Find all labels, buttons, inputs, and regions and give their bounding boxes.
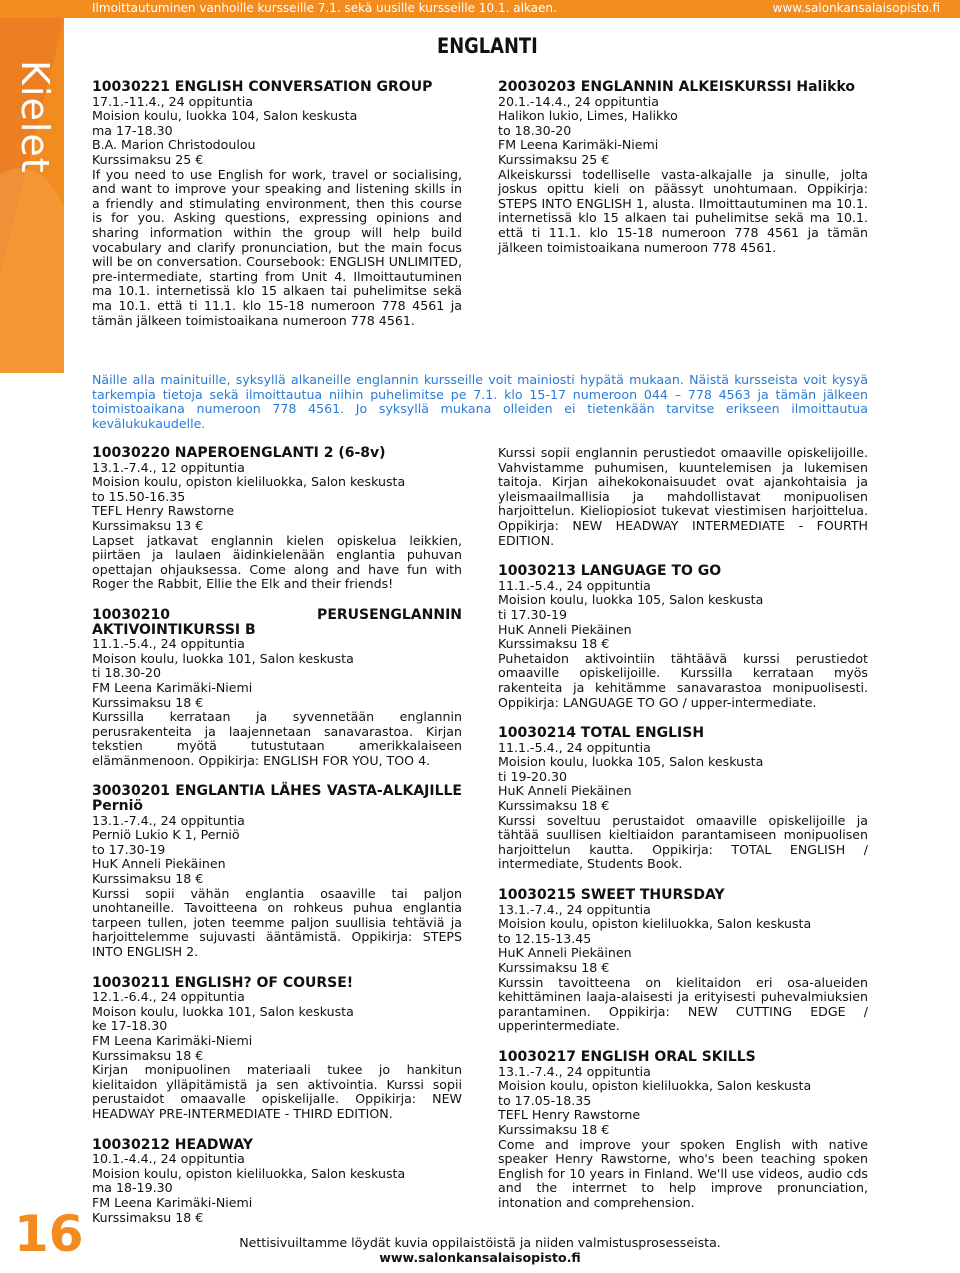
course-fee: Kurssimaksu 25 €	[92, 151, 204, 167]
course-location: Moision koulu, opiston kieliluokka, Salon keskusta	[92, 1165, 406, 1181]
course-entry	[498, 1050, 868, 1211]
course-fee: Kurssimaksu 18 €	[92, 1209, 204, 1225]
course-time: ti 17.30-19	[498, 606, 568, 622]
course-teacher: TEFL Henry Rawstorne	[92, 503, 235, 519]
course-teacher: FM Leena Karimäki-Niemi	[92, 1032, 253, 1048]
course-title: 10030217 ENGLISH ORAL SKILLS	[498, 1048, 756, 1065]
course-description: Puhetaidon aktivointiin tähtäävä kurssi perustiedot omaaville opiskelijoille. Kurssilla kerrataan myös rakenteita ja kehitämme sanavarastoa monipuolisesti. Oppikirja: LANGUAGE TO GO / upper-intermediate.	[498, 650, 868, 710]
course-location: Moison koulu, luokka 101, Salon keskusta	[92, 650, 354, 666]
course-dates: 20.1.-14.4., 24 oppituntia	[498, 93, 659, 109]
course-location: Moision koulu, luokka 105, Salon keskusta	[498, 592, 764, 608]
course-title: 10030212 HEADWAY	[92, 1136, 253, 1153]
course-title: 10030221 ENGLISH CONVERSATION GROUP	[92, 79, 433, 95]
course-fee: Kurssimaksu 18 €	[498, 1121, 610, 1137]
page-number: 16	[14, 1205, 84, 1263]
course-time: to 17.30-19	[92, 841, 166, 857]
header-bar	[0, 0, 960, 18]
course-dates: 11.1.-5.4., 24 oppituntia	[498, 739, 651, 755]
course-description: Lapset jatkavat englannin kielen opiskelua leikkien, piirtäen ja laulaen äidinkielenään englantia puhuvan opettajan ohjauksessa. Come along and have fun with Roger the Rabbit, Ellie the Elk and their friends!	[92, 532, 462, 592]
course-title: 20030203 ENGLANNIN ALKEISKURSSI Halikko	[498, 79, 856, 95]
course-teacher: FM Leena Karimäki-Niemi	[92, 679, 253, 695]
course-entry	[498, 888, 868, 1034]
course-entry	[92, 976, 462, 1122]
course-teacher: HuK Anneli Piekäinen	[498, 621, 632, 637]
course-title: 10030213 LANGUAGE TO GO	[498, 563, 722, 580]
course-location: Moision koulu, luokka 105, Salon keskusta	[498, 754, 764, 770]
course-location: Moision koulu, opiston kieliluokka, Salon keskusta	[498, 1078, 812, 1094]
course-description: Kurssilla kerrataan ja syvennetään englannin perusrakenteita ja laajennetaan sanavarastoa. Kirjan tekstien myötä tutustutaan amerikkalaiseen elämänmenoon. Oppikirja: ENGLISH FOR YOU, TOO 4.	[92, 709, 462, 768]
course-time: ti 19-20.30	[498, 768, 568, 784]
course-dates: 13.1.-7.4., 24 oppituntia	[498, 1063, 651, 1079]
course-time: to 18.30-20	[498, 122, 572, 138]
header-registration-text: Ilmoittautuminen vanhoille kursseille 7.1. sekä uusille kursseille 10.1. alkaen.	[92, 1, 557, 15]
course-fee: Kurssimaksu 18 €	[92, 1047, 204, 1063]
course-description: Alkeiskurssi todelliselle vasta-alkajalle ja sinulle, jolta joskus opittu kieli on päässyt unohtumaan. Oppikirja: STEPS INTO ENGLISH 1, alusta. Ilmoittautuminen ma 10.1. internetissä klo 15 alkaen tai puhelimitse sekä ma 10.1. että ti 11.1. klo 15-18 numeroon 778 4561 ja tämän jälkeen toimistoaikana numeroon 778 4561.	[498, 166, 868, 255]
course-teacher: HuK Anneli Piekäinen	[498, 945, 632, 961]
course-time: to 15.50-16.35	[92, 488, 186, 504]
course-dates: 10.1.-4.4., 24 oppituntia	[92, 1151, 245, 1167]
course-dates: 13.1.-7.4., 24 oppituntia	[498, 901, 651, 917]
course-entry	[92, 446, 462, 592]
course-title: 10030210 PERUSENGLANNIN AKTIVOINTIKURSSI B	[92, 606, 462, 638]
course-fee: Kurssimaksu 18 €	[498, 636, 610, 652]
course-fee: Kurssimaksu 18 €	[92, 694, 204, 710]
side-tab-curve	[0, 168, 64, 373]
course-time: to 12.15-13.45	[498, 930, 592, 946]
course-entry	[92, 608, 462, 769]
course-continuation	[498, 446, 868, 548]
course-title: 10030220 NAPEROENGLANTI 2 (6-8v)	[92, 445, 386, 461]
side-tab-label: Kielet	[13, 60, 57, 174]
course-fee: Kurssimaksu 13 €	[92, 517, 204, 533]
course-description: Kurssin tavoitteena on kielitaidon eri osa-alueiden kehittäminen laaja-alaisesti ja erityisesti puhevalmiuksien parantaminen. Oppikirja: NEW CUTTING EDGE / upperintermediate.	[498, 974, 868, 1034]
course-description: Kirjan monipuolinen materiaali tukee jo hankitun kielitaidon ylläpitämistä ja sen aktivointia. Kurssi sopii perustaidot omaavalle opiskelijalle. Oppikirja: NEW HEADWAY PRE-INTERMEDIATE - THIRD EDITION.	[92, 1062, 462, 1121]
course-description: Kurssi sopii englannin perustiedot omaaville opiskelijoille. Vahvistamme puhumisen, kuuntelemisen ja lukemisen taitoja. Kirjan aihekokonaisuudet ovat ajankohtaisia ja yleismaailmallisia ja mahdollistavat monipuolisen harjoittelun. Kieliopiosiot tukevat viestimisen harjoittelua. Oppikirja: NEW HEADWAY INTERMEDIATE - FOURTH EDITION.	[498, 445, 868, 548]
course-fee: Kurssimaksu 25 €	[498, 151, 610, 167]
section-title: ENGLANTI	[437, 34, 538, 58]
course-location: Halikon lukio, Limes, Halikko	[498, 108, 678, 124]
autumn-courses-notice: Näille alla mainituille, syksyllä alkaneille englannin kursseille voit mainiosti hypätä mukaan. Näistä kursseista voit kysyä tarkempia tietoja sekä ilmoittautua niihin puhelimitse pe 7.1. klo 15-17 numeroon 044 – 778 4563 ja tämän jälkeen toimistoaikana numeroon 778 4561. Jo syksyllä mukana olleiden ei tietenkään tarvitse erikseen ilmoittautua kevälukukaudelle.	[92, 372, 868, 431]
course-dates: 17.1.-11.4., 24 oppituntia	[92, 93, 253, 109]
course-location: Moision koulu, opiston kieliluokka, Salon keskusta	[498, 916, 812, 932]
course-fee: Kurssimaksu 18 €	[92, 871, 204, 887]
course-description: If you need to use English for work, travel or socialising, and want to improve your speaking and listening skills in a friendly and stimulating environment, then this course is for you. Asking questions, expressing opinions and sharing information within the group will help build vocabulary and clarify pronunciation, but the main focus will be on conversation. Coursebook: ENGLISH UNLIMITED, pre-intermediate, starting from Unit 4. Ilmoittautuminen ma 10.1. internetissä klo 15 alkaen tai puhelimitse sekä ma 10.1. että ti 11.1. klo 15-18 numeroon 778 4561 ja tämän jälkeen toimistoaikana numeroon 778 4561.	[92, 166, 462, 328]
course-time: ti 18.30-20	[92, 665, 162, 681]
course-time: ma 17-18.30	[92, 122, 173, 138]
course-fee: Kurssimaksu 18 €	[498, 960, 610, 975]
course-teacher: FM Leena Karimäki-Niemi	[92, 1194, 253, 1210]
side-tab	[0, 18, 64, 373]
left-column	[92, 446, 462, 1241]
course-dates: 11.1.-5.4., 24 oppituntia	[498, 577, 651, 593]
course-location: Moision koulu, opiston kieliluokka, Salon keskusta	[92, 474, 406, 490]
course-dates: 12.1.-6.4., 24 oppituntia	[92, 989, 245, 1005]
header-website-link[interactable]: www.salonkansalaisopisto.fi	[772, 1, 940, 15]
course-teacher: TEFL Henry Rawstorne	[498, 1107, 641, 1123]
course-description: Kurssi sopii vähän englantia osaaville tai paljon unohtaneille. Tavoitteena on rohkeus puhua englantia tarpeen tullen, joten teemme paljon suullisia tehtäviä ja harjoittelemme sujuvasti ääntämistä. Oppikirja: STEPS INTO ENGLISH 2.	[92, 885, 462, 959]
footer-website-link[interactable]: www.salonkansalaisopisto.fi	[379, 1250, 581, 1265]
top-left-course	[92, 80, 462, 328]
course-location: Moison koulu, luokka 101, Salon keskusta	[92, 1003, 354, 1019]
course-title: 30030201 ENGLANTIA LÄHES VASTA-ALKAJILLE Perniö	[92, 783, 462, 815]
course-dates: 13.1.-7.4., 12 oppituntia	[92, 459, 245, 475]
course-entry	[92, 1138, 462, 1226]
course-teacher: HuK Anneli Piekäinen	[92, 856, 226, 872]
course-teacher: HuK Anneli Piekäinen	[498, 783, 632, 799]
course-time: ke 17-18.30	[92, 1018, 168, 1034]
course-title: 10030214 TOTAL ENGLISH	[498, 725, 705, 742]
course-entry	[498, 726, 868, 872]
top-right-course	[498, 80, 868, 255]
course-location: Moision koulu, luokka 104, Salon keskusta	[92, 108, 358, 124]
course-title: 10030215 SWEET THURSDAY	[498, 887, 725, 904]
course-entry	[92, 784, 462, 959]
footer	[0, 1235, 960, 1265]
course-title: 10030211 ENGLISH? OF COURSE!	[92, 974, 354, 991]
course-description: Come and improve your spoken English with native speaker Henry Rawstorne, who's been teaching spoken English for 10 years in Finland. We'll use videos, audio cds and the interrnet to help improve pronunciation, intonation and comprehension.	[498, 1136, 868, 1210]
footer-text: Nettisivuiltamme löydät kuvia oppilaistöistä ja niiden valmistusprosesseista.	[239, 1235, 721, 1250]
right-column	[498, 446, 868, 1227]
course-time: ma 18-19.30	[92, 1180, 173, 1196]
course-fee: Kurssimaksu 18 €	[498, 798, 610, 814]
course-location: Perniö Lukio K 1, Perniö	[92, 827, 240, 843]
course-teacher: FM Leena Karimäki-Niemi	[498, 137, 659, 153]
course-dates: 11.1.-5.4., 24 oppituntia	[92, 636, 245, 652]
course-teacher: B.A. Marion Christodoulou	[92, 137, 256, 153]
course-description: Kurssi soveltuu perustaidot omaaville opiskelijoille ja tähtää suullisen kieltiaidon parantamiseen monipuolisen harjoittelun kautta. Oppikirja: TOTAL ENGLISH / intermediate, Students Book.	[498, 812, 868, 872]
course-entry	[498, 564, 868, 710]
course-time: to 17.05-18.35	[498, 1092, 592, 1108]
course-dates: 13.1.-7.4., 24 oppituntia	[92, 812, 245, 828]
